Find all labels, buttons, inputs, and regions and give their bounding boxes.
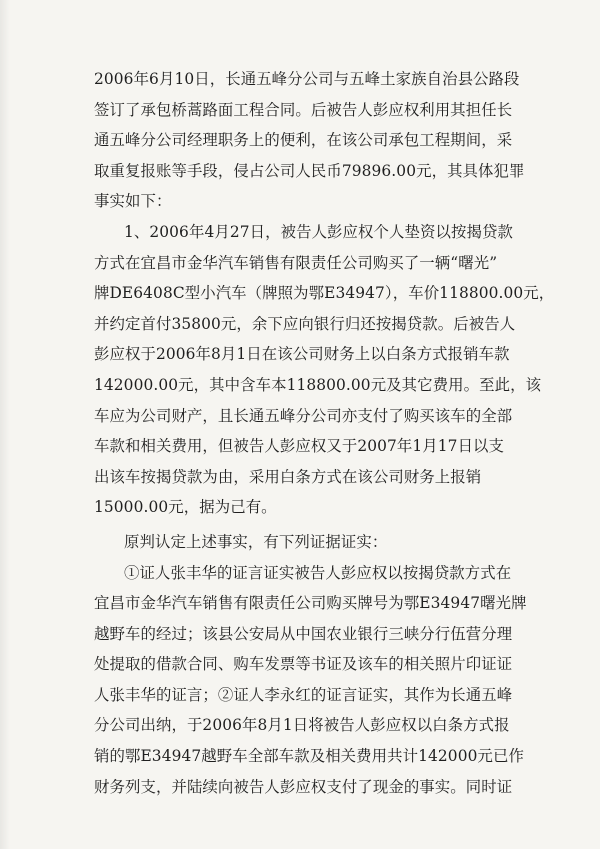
paragraph-line: 越野车的经过；该县公安局从中国农业银行三峡分行伍营分理 <box>94 624 513 643</box>
paragraph-line: 通五峰分公司经理职务上的便利，在该公司承包工程期间，采 <box>94 131 513 150</box>
paragraph-line: 取重复报账等手段，侵占公司人民币79896.00元，其具体犯罪 <box>94 161 525 180</box>
paragraph-line: 牌DE6408C型小汽车（牌照为鄂E34947），车价118800.00元， <box>94 284 555 303</box>
paragraph-line: 1、2006年4月27日，被告人彭应权个人垫资以按揭贷款 <box>124 222 513 241</box>
paragraph-line: 原判认定上述事实，有下列证据证实： <box>124 532 388 551</box>
paragraph-line: 2006年6月10日，长通五峰分公司与五峰土家族自治县公路段 <box>94 70 520 88</box>
paragraph-line: 15000.00元，据为己有。 <box>94 498 277 517</box>
paragraph-line: 并约定首付35800元，余下应向银行归还按揭贷款。后被告人 <box>94 314 516 333</box>
page-edge-shadow <box>0 0 10 849</box>
paragraph-line: 方式在宜昌市金华汽车销售有限责任公司购买了一辆“曙光” <box>94 253 498 272</box>
paragraph-line: 签订了承包桥蒿路面工程合同。后被告人彭应权利用其担任长 <box>94 100 513 119</box>
paragraph-line: 财务列支，并陆续向被告人彭应权支付了现金的事实。同时证 <box>94 777 513 796</box>
paragraph-line: ①证人张丰华的证言证实被告人彭应权以按揭贷款方式在 <box>124 563 512 582</box>
paragraph-line: 分公司出纳，于2006年8月1日将被告人彭应权以白条方式报 <box>94 716 510 735</box>
paragraph-line: 车款和相关费用，但被告人彭应权又于2007年1月17日以支 <box>94 437 505 456</box>
paragraph-line: 彭应权于2006年8月1日在该公司财务上以白条方式报销车款 <box>94 345 510 364</box>
paragraph-line: 人张丰华的证言；②证人李永红的证言证实，其作为长通五峰 <box>94 685 513 704</box>
paragraph-line: 142000.00元，其中含车本118800.00元及其它费用。至此，该 <box>94 375 542 394</box>
paragraph-line: 宜昌市金华汽车销售有限责任公司购买牌号为鄂E34947曙光牌 <box>94 594 527 613</box>
paragraph-line: 销的鄂E34947越野车全部车款及相关费用共计142000元已作 <box>94 747 524 766</box>
paragraph-line: 出该车按揭贷款为由，采用白条方式在该公司财务上报销 <box>94 467 482 486</box>
paragraph-line: 车应为公司财产，且长通五峰分公司亦支付了购买该车的全部 <box>94 406 513 425</box>
paragraph-line: 事实如下： <box>94 192 172 211</box>
document-body <box>94 64 586 802</box>
paragraph-line: 处提取的借款合同、购车发票等书证及该车的相关照片印证证 <box>94 655 513 674</box>
